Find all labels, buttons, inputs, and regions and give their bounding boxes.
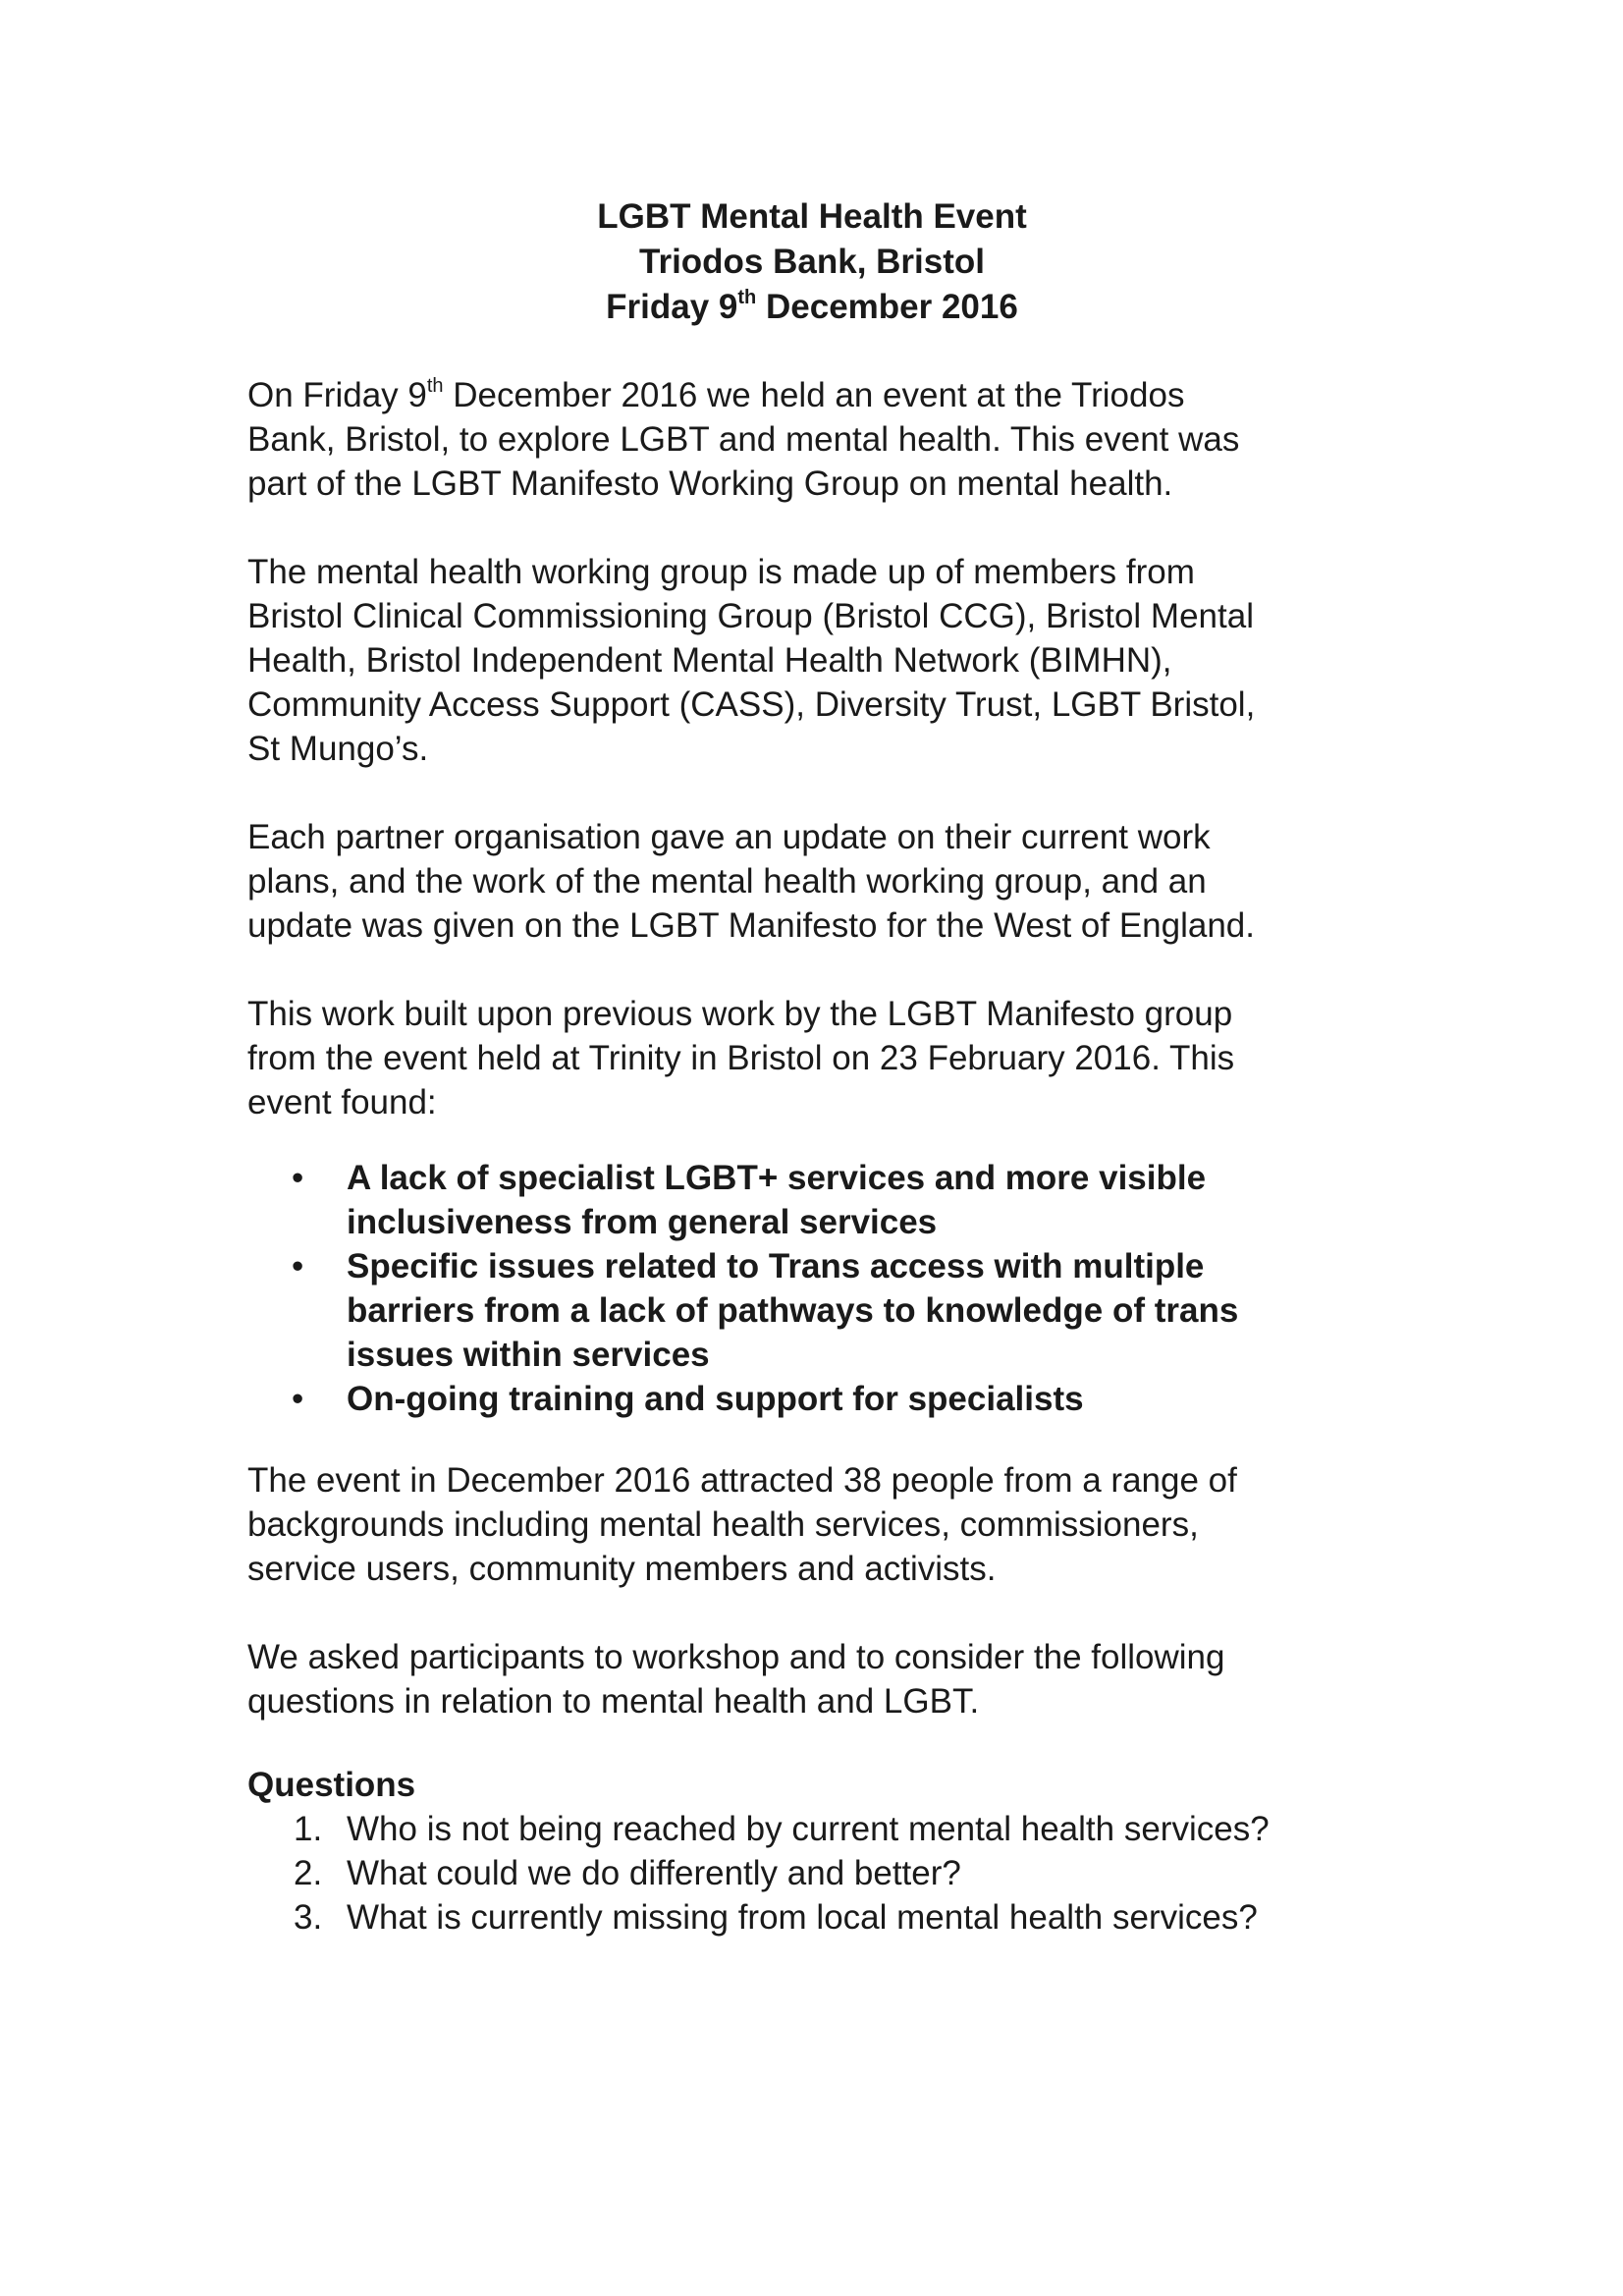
members-paragraph: The mental health working group is made up of members from Bristol Clinical Commissioning Group (Bristol CCG), Bristol Mental Health, Bristol Independent Mental Health Network (BIMHN), Community Access Support (CASS), Diversity Trust, LGBT Bristol, St Mungo’s. [247, 553, 1256, 768]
list-item [294, 1851, 1406, 1895]
question-text: What is currently missing from local mental health services? [347, 1898, 1258, 1937]
document-header [247, 194, 1377, 330]
event-venue: Triodos Bank, Bristol [639, 243, 985, 281]
attendance-paragraph: The event in December 2016 attracted 38 people from a range of backgrounds including mental health services, commissioners, service users, community members and activists. [247, 1461, 1237, 1588]
document-title: LGBT Mental Health Event [597, 197, 1027, 236]
questions-heading: Questions [247, 1766, 416, 1804]
intro-ordinal: th [426, 375, 444, 398]
bullet-icon: • [292, 1380, 304, 1418]
question-text: Who is not being reached by current mental health services? [347, 1810, 1270, 1848]
intro-prefix: On Friday 9 [247, 376, 427, 414]
list-item [294, 1807, 1406, 1851]
question-number: 2. [294, 1854, 323, 1892]
list-item [292, 1244, 1406, 1377]
questions-list [247, 1807, 1406, 1940]
updates-paragraph: Each partner organisation gave an update on their current work plans, and the work of the mental health working group, and an update was given on the LGBT Manifesto for the West of England. [247, 818, 1255, 945]
question-text: What could we do differently and better? [347, 1854, 961, 1892]
list-item [292, 1156, 1406, 1244]
list-item [292, 1377, 1406, 1421]
finding-text: A lack of specialist LGBT+ services and more visible inclusiveness from general services [347, 1159, 1207, 1241]
intro-suffix: December 2016 we held an event at the Triodos Bank, Bristol, to explore LGBT and mental health. This event was part of the LGBT Manifesto Working Group on mental health. [247, 376, 1240, 503]
finding-text: Specific issues related to Trans access with multiple barriers from a lack of pathways to knowledge of trans issues within services [347, 1247, 1239, 1374]
bullet-icon: • [292, 1159, 304, 1197]
question-number: 1. [294, 1810, 323, 1848]
list-item [294, 1895, 1406, 1940]
previous-work-paragraph: This work built upon previous work by the LGBT Manifesto group from the event held at Trinity in Bristol on 23 February 2016. This event found: [247, 995, 1235, 1121]
bullet-icon: • [292, 1247, 304, 1285]
document-page [247, 194, 1406, 1940]
event-date-ordinal: th [737, 287, 757, 309]
intro-paragraph [247, 373, 1406, 506]
event-date-suffix: December 2016 [756, 288, 1018, 326]
workshop-paragraph: We asked participants to workshop and to consider the following questions in relation to mental health and LGBT. [247, 1638, 1225, 1721]
event-date [247, 285, 1377, 330]
event-date-prefix: Friday 9 [606, 288, 738, 326]
question-number: 3. [294, 1898, 323, 1937]
findings-list [247, 1156, 1406, 1421]
finding-text: On-going training and support for specialists [347, 1380, 1084, 1418]
